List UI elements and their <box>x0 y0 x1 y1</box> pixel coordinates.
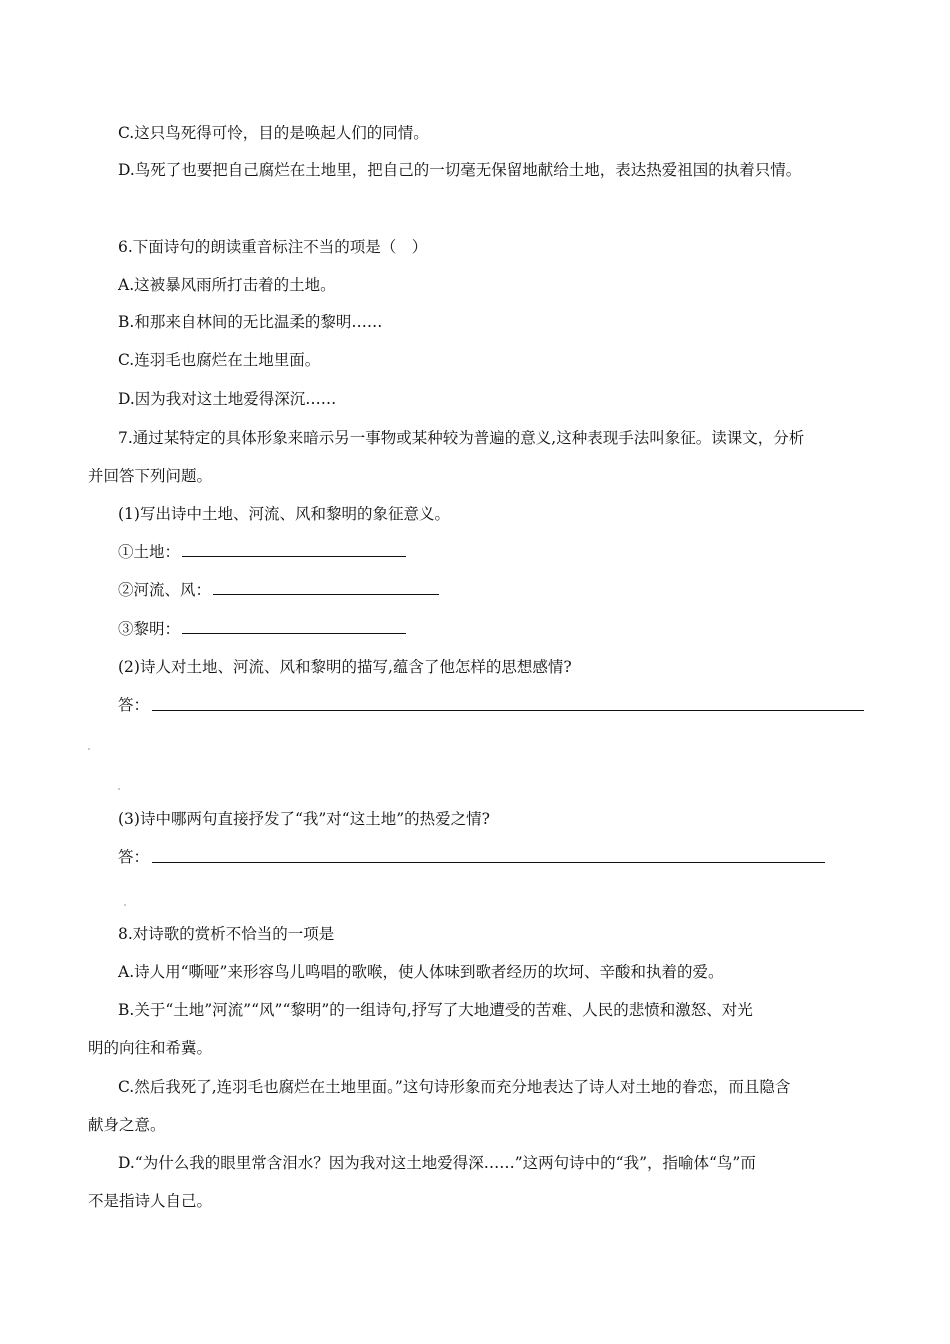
q8-stem: 8.对诗歌的赏析不恰当的一项是 <box>118 925 335 943</box>
q7-answer-label1: 答： <box>118 696 150 714</box>
q7-item2-blank[interactable] <box>213 580 439 595</box>
q7-answer1-line[interactable] <box>152 710 864 711</box>
q6-option-c: C.连羽毛也腐烂在土地里面。 <box>118 351 321 369</box>
q8-option-c-line1: C.然后我死了,连羽毛也腐烂在土地里面。”这句诗形象而充分地表达了诗人对土地的眷恋，而且隐含 <box>118 1078 791 1096</box>
q7-item3-label: ③黎明： <box>118 620 181 638</box>
q6-option-d: D.因为我对这土地爱得深沉…… <box>118 390 337 408</box>
q8-option-b-line1: B.关于“土地”河流”“风”“黎明”的一组诗句,抒写了大地遭受的苦难、人民的悲愤和激怒、对光 <box>118 1001 753 1019</box>
q6-stem: 6.下面诗句的朗读重音标注不当的项是（ ） <box>118 238 428 256</box>
q7-item2 <box>118 580 439 600</box>
q8-option-d-line2: 不是指诗人自己。 <box>88 1192 213 1210</box>
q7-stem-line1: 7.通过某特定的具体形象来暗示另一事物或某种较为普遍的意义,这种表现手法叫象征。读课文，分析 <box>118 429 805 447</box>
q7-item1-label: ①土地： <box>118 543 181 561</box>
q5-option-c: C.这只鸟死得可怜，目的是唤起人们的同情。 <box>118 124 429 142</box>
q7-sub1: (1)写出诗中土地、河流、风和黎明的象征意义。 <box>118 505 450 523</box>
q7-stem-line2: 并回答下列问题。 <box>88 467 213 485</box>
paragraph-mark <box>124 904 126 906</box>
q6-option-b: B.和那来自林间的无比温柔的黎明…… <box>118 313 383 331</box>
q7-item3 <box>118 619 406 639</box>
q7-item3-blank[interactable] <box>182 619 406 634</box>
q7-item2-label: ②河流、风： <box>118 581 212 599</box>
q6-option-a: A.这被暴风雨所打击着的土地。 <box>118 276 336 294</box>
q8-option-c-line2: 献身之意。 <box>88 1116 166 1134</box>
q7-item1-blank[interactable] <box>182 542 406 557</box>
q7-sub3: (3)诗中哪两句直接抒发了“我”对“这土地”的热爱之情? <box>118 810 490 828</box>
q7-answer-label2: 答： <box>118 848 150 866</box>
q5-option-d: D.鸟死了也要把自己腐烂在土地里，把自己的一切毫无保留地献给土地，表达热爱祖国的执着只情。 <box>118 161 802 179</box>
q7-item1 <box>118 542 406 562</box>
q8-option-d-line1: D.“为什么我的眼里常含泪水？因为我对这土地爱得深……”这两句诗中的“我”，指喻体“鸟”而 <box>118 1154 756 1172</box>
q8-option-b-line2: 明的向往和希冀。 <box>88 1039 213 1057</box>
paragraph-mark <box>118 788 120 790</box>
q7-answer2-line[interactable] <box>152 862 825 863</box>
q7-sub2: (2)诗人对土地、河流、风和黎明的描写,蕴含了他怎样的思想感情? <box>118 658 572 676</box>
paragraph-mark <box>88 748 90 750</box>
q8-option-a: A.诗人用“嘶哑”来形容鸟儿鸣唱的歌喉，使人体味到歌者经历的坎坷、辛酸和执着的爱。 <box>118 963 724 981</box>
